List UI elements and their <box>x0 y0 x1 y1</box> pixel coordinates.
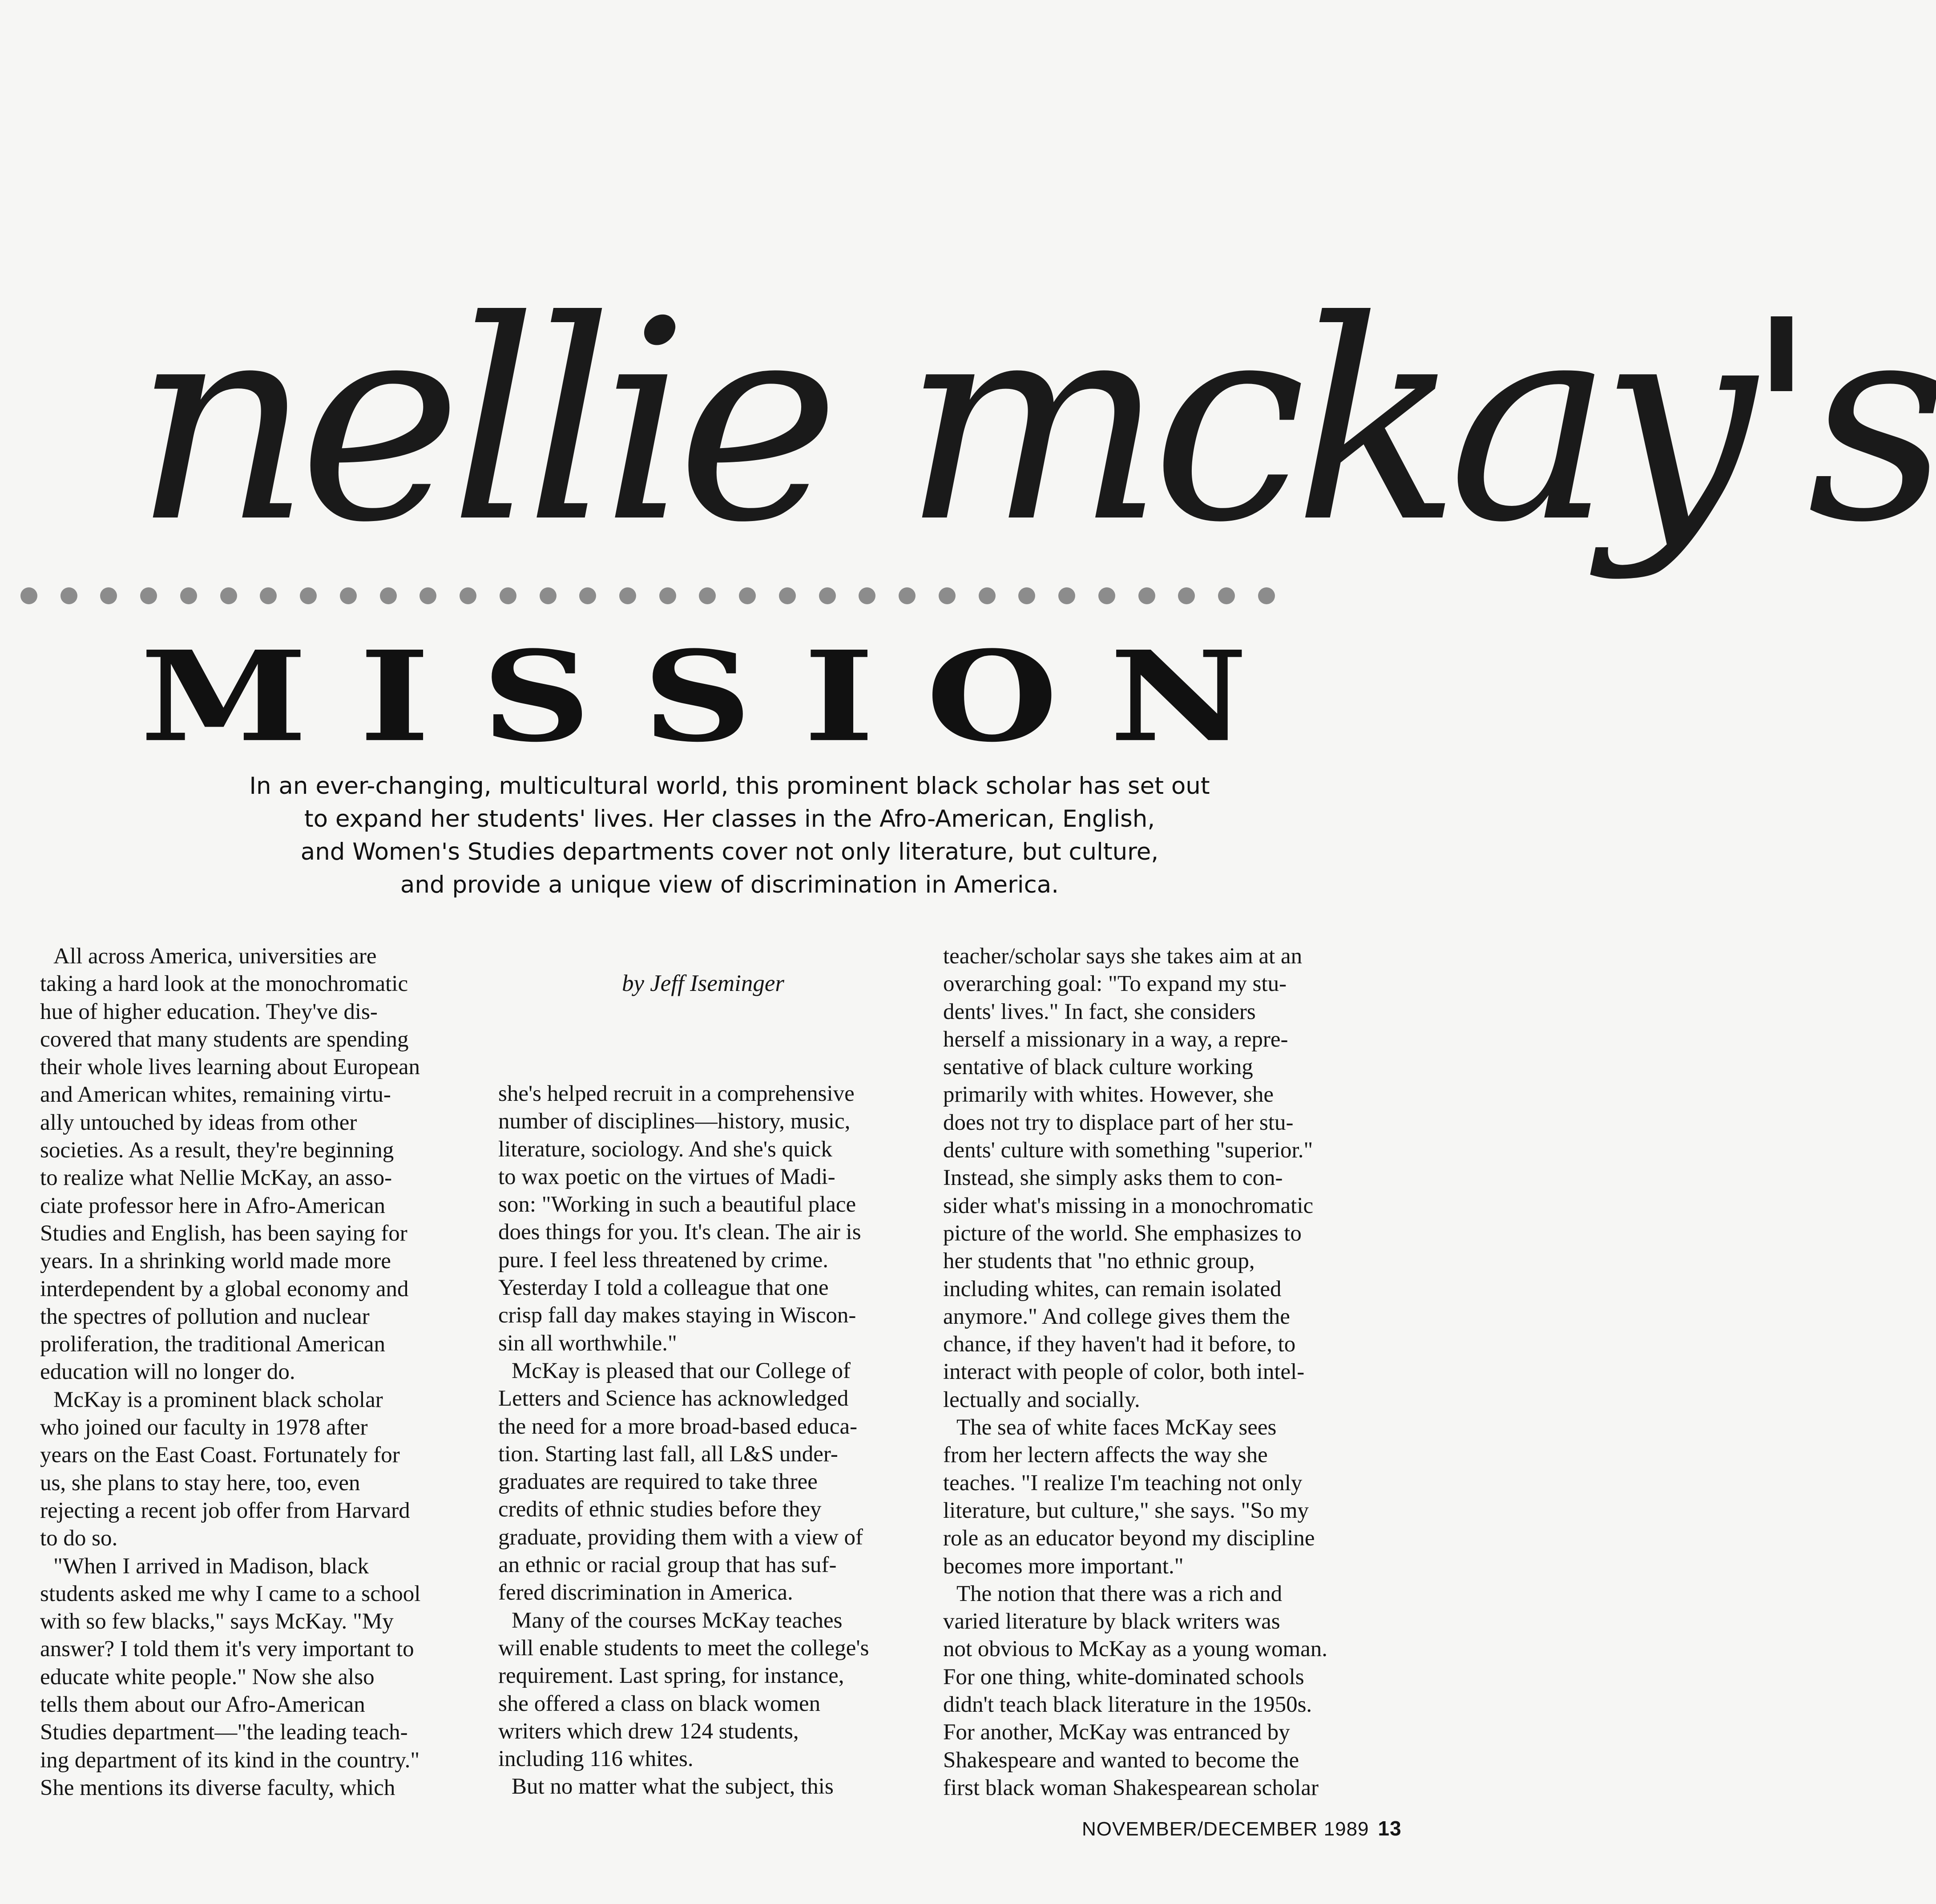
text-line: didn't teach black literature in the 1950s. <box>943 1692 1312 1718</box>
text-line: the spectres of pollution and nuclear <box>40 1304 370 1329</box>
headline-letter: N <box>1109 624 1248 770</box>
text-line: education will no longer do. <box>40 1359 295 1385</box>
headline-letter: O <box>926 624 1058 770</box>
text-line: from her lectern affects the way she <box>943 1443 1268 1468</box>
text-line: crisp fall day makes staying in Wiscon- <box>498 1303 856 1328</box>
text-line: graduate, providing them with a view of <box>498 1524 863 1550</box>
dot <box>619 587 636 604</box>
text-line: interdependent by a global economy and <box>40 1276 409 1302</box>
text-line: The sea of white faces McKay sees <box>956 1415 1277 1440</box>
text-line: tion. Starting last fall, all L&S under- <box>498 1441 838 1467</box>
page-folio <box>1082 1816 1402 1840</box>
text-line: to do so. <box>40 1526 118 1551</box>
text-line: But no matter what the subject, this <box>512 1774 834 1799</box>
text-line: sin all worthwhile." <box>498 1330 677 1356</box>
text-line: who joined our faculty in 1978 after <box>40 1415 368 1440</box>
text-line: students asked me why I came to a school <box>40 1581 421 1606</box>
dot <box>260 587 277 604</box>
text-line: dents' lives." In fact, she considers <box>943 999 1256 1024</box>
text-line: She mentions its diverse faculty, which <box>40 1775 395 1800</box>
text-line: Studies and English, has been saying for <box>40 1221 407 1246</box>
text-line: "When I arrived in Madison, black <box>53 1553 369 1579</box>
dotted-rule <box>20 586 1275 605</box>
text-line: does things for you. It's clean. The air is <box>498 1220 861 1245</box>
text-line: pure. I feel less threatened by crime. <box>498 1247 828 1273</box>
deck-line: In an ever-changing, multicultural world, this prominent black scholar has set out <box>249 772 1210 800</box>
dot <box>60 587 77 604</box>
dot <box>1218 587 1235 604</box>
dot <box>939 587 956 604</box>
text-line: For one thing, white-dominated schools <box>943 1664 1304 1690</box>
text-line: will enable students to meet the college's <box>498 1635 869 1661</box>
text-line: her students that "no ethnic group, <box>943 1249 1255 1274</box>
text-line: McKay is a prominent black scholar <box>53 1387 383 1412</box>
dot <box>699 587 716 604</box>
dot <box>1098 587 1115 604</box>
text-line: to wax poetic on the virtues of Madi- <box>498 1164 835 1189</box>
dot <box>579 587 596 604</box>
text-line: Yesterday I told a colleague that one <box>498 1275 829 1301</box>
text-line: including whites, can remain isolated <box>943 1276 1282 1302</box>
text-line: proliferation, the traditional American <box>40 1332 386 1357</box>
dot <box>500 587 516 604</box>
text-line: ciate professor here in Afro-American <box>40 1193 385 1218</box>
dot <box>659 587 676 604</box>
headline-letter: I <box>359 624 430 770</box>
text-line: anymore." And college gives them the <box>943 1304 1290 1329</box>
text-line: years on the East Coast. Fortunately for <box>40 1443 400 1468</box>
text-line: sentative of black culture working <box>943 1055 1253 1080</box>
text-line: literature, sociology. And she's quick <box>498 1136 832 1162</box>
headline-script-title: nellie mckay's <box>133 262 1936 583</box>
dot <box>1138 587 1155 604</box>
issue-date: NOVEMBER/DECEMBER 1989 <box>1082 1818 1369 1840</box>
dot <box>899 587 916 604</box>
dot <box>779 587 796 604</box>
text-line: The notion that there was a rich and <box>956 1581 1283 1606</box>
text-line: us, she plans to stay here, too, even <box>40 1470 360 1496</box>
page-number: 13 <box>1378 1817 1402 1840</box>
text-line: credits of ethnic studies before they <box>498 1497 822 1522</box>
text-line: she's helped recruit in a comprehensive <box>498 1081 855 1106</box>
dot <box>180 587 197 604</box>
text-line: taking a hard look at the monochromatic <box>40 971 408 997</box>
text-line: All across America, universities are <box>53 944 377 969</box>
text-line: Studies department—"the leading teach- <box>40 1720 408 1745</box>
dot <box>1258 587 1275 604</box>
body-column-1 <box>40 942 458 1802</box>
text-line: hue of higher education. They've dis- <box>40 999 378 1024</box>
text-line: chance, if they haven't had it before, to <box>943 1332 1296 1357</box>
text-line: number of disciplines—history, music, <box>498 1109 851 1134</box>
text-line: Shakespeare and wanted to become the <box>943 1747 1299 1773</box>
text-line: covered that many students are spending <box>40 1027 409 1052</box>
text-line: tells them about our Afro-American <box>40 1692 365 1718</box>
article-deck <box>169 770 1290 901</box>
dot <box>100 587 117 604</box>
headline-letter: I <box>803 624 875 770</box>
text-line: dents' culture with something "superior." <box>943 1138 1313 1163</box>
dot <box>819 587 836 604</box>
text-line: picture of the world. She emphasizes to <box>943 1221 1302 1246</box>
text-line: an ethnic or racial group that has suf- <box>498 1552 837 1578</box>
text-line: societies. As a result, they're beginning <box>40 1138 394 1163</box>
text-line: interact with people of color, both intel- <box>943 1359 1305 1385</box>
deck-line: and provide a unique view of discrimination in America. <box>400 871 1059 898</box>
dot <box>340 587 357 604</box>
text-line: their whole lives learning about European <box>40 1055 420 1080</box>
text-line: teaches. "I realize I'm teaching not only <box>943 1470 1303 1496</box>
dot <box>859 587 875 604</box>
dot <box>1178 587 1195 604</box>
text-line: Letters and Science has acknowledged <box>498 1386 849 1411</box>
dot <box>220 587 237 604</box>
text-line: sider what's missing in a monochromatic <box>943 1193 1314 1218</box>
text-line: she offered a class on black women <box>498 1691 821 1716</box>
text-line: McKay is pleased that our College of <box>512 1358 851 1383</box>
headline-letter: S <box>481 624 591 770</box>
dot <box>1018 587 1035 604</box>
headline-letter: M <box>140 624 308 770</box>
text-line: son: "Working in such a beautiful place <box>498 1192 856 1217</box>
text-line: lectually and socially. <box>943 1387 1140 1412</box>
dot <box>460 587 476 604</box>
text-line: rejecting a recent job offer from Harvard <box>40 1498 410 1523</box>
text-line: does not try to displace part of her stu- <box>943 1110 1294 1135</box>
body-column-3 <box>943 942 1415 1802</box>
headline-letter: S <box>642 624 752 770</box>
text-line: overarching goal: "To expand my stu- <box>943 971 1287 997</box>
text-line: role as an educator beyond my discipline <box>943 1526 1315 1551</box>
text-line: primarily with whites. However, she <box>943 1082 1274 1108</box>
text-line: fered discrimination in America. <box>498 1580 793 1605</box>
text-line: becomes more important." <box>943 1553 1184 1579</box>
text-line: ally untouched by ideas from other <box>40 1110 357 1135</box>
text-line: ing department of its kind in the country." <box>40 1747 420 1773</box>
text-line: graduates are required to take three <box>498 1469 818 1495</box>
text-line: educate white people." Now she also <box>40 1664 375 1690</box>
dot <box>979 587 996 604</box>
text-line: Many of the courses McKay teaches <box>512 1608 843 1633</box>
text-line: For another, McKay was entranced by <box>943 1720 1290 1745</box>
dot <box>20 587 37 604</box>
dot <box>419 587 436 604</box>
text-line: not obvious to McKay as a young woman. <box>943 1637 1328 1662</box>
text-line: writers which drew 124 students, <box>498 1718 799 1744</box>
dot <box>1058 587 1075 604</box>
headline-block-title <box>140 624 1248 772</box>
text-line: Instead, she simply asks them to con- <box>943 1165 1283 1191</box>
text-line: herself a missionary in a way, a repre- <box>943 1027 1288 1052</box>
byline: by Jeff Iseminger <box>622 970 784 996</box>
text-line: to realize what Nellie McKay, an asso- <box>40 1165 392 1191</box>
text-line: literature, but culture," she says. "So my <box>943 1498 1309 1523</box>
text-line: including 116 whites. <box>498 1746 694 1772</box>
text-line: years. In a shrinking world made more <box>40 1249 391 1274</box>
body-column-2 <box>498 1080 916 1801</box>
dot <box>540 587 557 604</box>
text-line: teacher/scholar says she takes aim at an <box>943 944 1303 969</box>
text-line: first black woman Shakespearean scholar <box>943 1775 1319 1800</box>
deck-line: and Women's Studies departments cover not only literature, but culture, <box>300 838 1159 865</box>
text-line: answer? I told them it's very important to <box>40 1637 414 1662</box>
text-line: with so few blacks," says McKay. "My <box>40 1609 394 1634</box>
text-line: and American whites, remaining virtu- <box>40 1082 391 1108</box>
dot <box>739 587 756 604</box>
deck-line: to expand her students' lives. Her classes in the Afro-American, English, <box>304 805 1155 833</box>
text-line: the need for a more broad-based educa- <box>498 1414 858 1439</box>
text-line: requirement. Last spring, for instance, <box>498 1663 844 1689</box>
text-line: varied literature by black writers was <box>943 1609 1280 1634</box>
dot <box>380 587 397 604</box>
dot <box>140 587 157 604</box>
dot <box>300 587 317 604</box>
